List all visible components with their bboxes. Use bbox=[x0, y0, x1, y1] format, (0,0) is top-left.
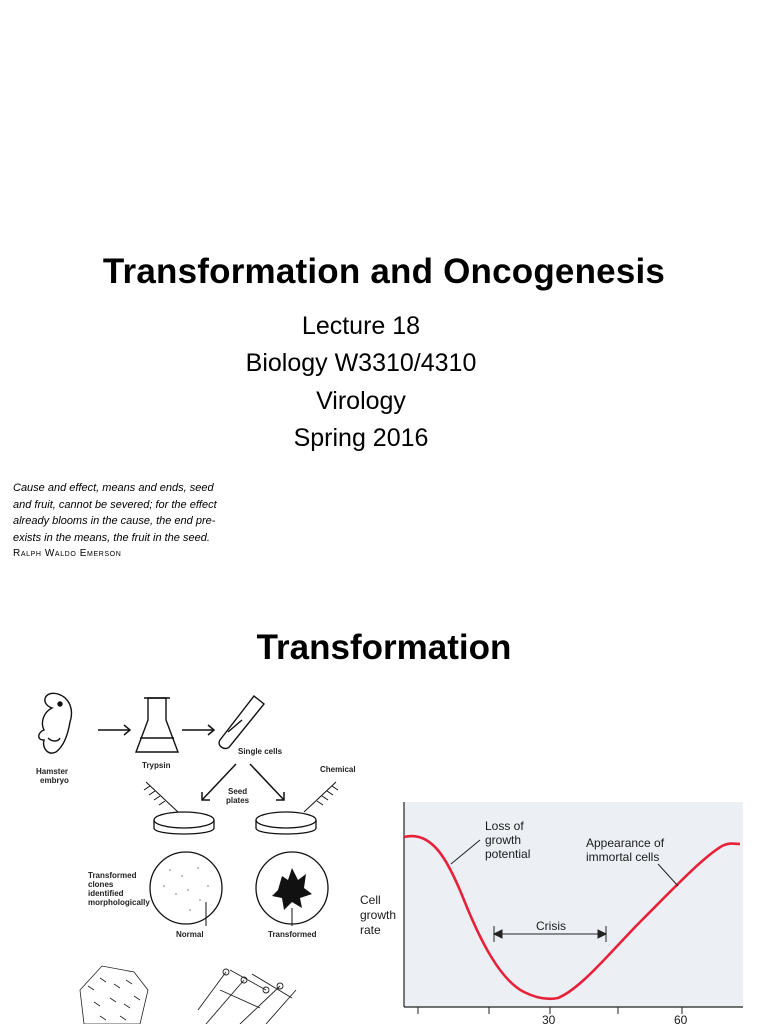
arrow-icon bbox=[182, 725, 214, 735]
hamster-label: Hamster bbox=[36, 767, 69, 776]
normal-label: Normal bbox=[176, 930, 204, 939]
quote-line: exists in the means, the fruit in the seed. bbox=[13, 531, 210, 544]
clones-label: morphologically bbox=[88, 898, 150, 907]
cell-growth-graph bbox=[352, 800, 768, 1024]
trypsin-label: Trypsin bbox=[142, 761, 171, 770]
subtitle-lecture: Lecture 18 bbox=[301, 312, 421, 340]
clones-label: clones bbox=[88, 880, 114, 889]
loss-annotation-line: Loss of bbox=[485, 819, 524, 833]
seed-label: Seed bbox=[228, 787, 248, 796]
immortal-annotation-line: Appearance of bbox=[586, 836, 665, 850]
slide-title: Transformation and Oncogenesis bbox=[102, 252, 666, 291]
epigraph-quote bbox=[13, 480, 273, 546]
plates-label: plates bbox=[226, 796, 250, 805]
normal-plate-icon bbox=[150, 852, 222, 926]
transformed-label: Transformed bbox=[268, 930, 317, 939]
transformed-plate-icon bbox=[256, 852, 328, 926]
loss-annotation-line: potential bbox=[485, 847, 531, 861]
subtitle-subject: Virology bbox=[316, 387, 406, 415]
y-axis-label: rate bbox=[360, 923, 381, 937]
crisis-label: Crisis bbox=[536, 919, 566, 933]
immortal-annotation-line: immortal cells bbox=[586, 850, 660, 864]
subtitle-course: Biology W3310/4310 bbox=[245, 349, 477, 377]
graph-background bbox=[404, 802, 743, 1007]
loss-annotation-line: growth bbox=[485, 833, 522, 847]
normal-cells-micrograph-icon bbox=[80, 966, 148, 1024]
hamster-embryo-icon bbox=[39, 693, 72, 753]
clones-label: identified bbox=[88, 889, 124, 898]
x-tick-label: 30 bbox=[542, 1013, 556, 1024]
petri-dish-icon bbox=[154, 812, 316, 834]
flask-icon bbox=[136, 698, 178, 752]
quote-line: and fruit, cannot be severed; for the effect bbox=[13, 498, 217, 511]
quote-line: Cause and effect, means and ends, seed bbox=[13, 482, 214, 494]
transformation-assay-diagram bbox=[30, 690, 380, 1024]
slide2-title: Transformation bbox=[256, 628, 512, 667]
y-axis-label: growth bbox=[360, 908, 397, 922]
x-tick-label: 60 bbox=[674, 1013, 688, 1024]
quote-author: Ralph Waldo Emerson bbox=[13, 548, 122, 559]
clones-label: Transformed bbox=[88, 871, 137, 880]
embryo-label: embryo bbox=[40, 776, 69, 785]
y-axis-label: Cell bbox=[360, 893, 381, 907]
chemical-label: Chemical bbox=[320, 765, 356, 774]
single-cells-label: Single cells bbox=[238, 747, 283, 756]
subtitle-term: Spring 2016 bbox=[293, 424, 429, 452]
arrow-icon bbox=[98, 725, 130, 735]
test-tube-icon bbox=[219, 696, 264, 748]
quote-line: already blooms in the cause, the end pre- bbox=[13, 515, 216, 527]
transformed-cells-micrograph-icon bbox=[198, 969, 296, 1024]
